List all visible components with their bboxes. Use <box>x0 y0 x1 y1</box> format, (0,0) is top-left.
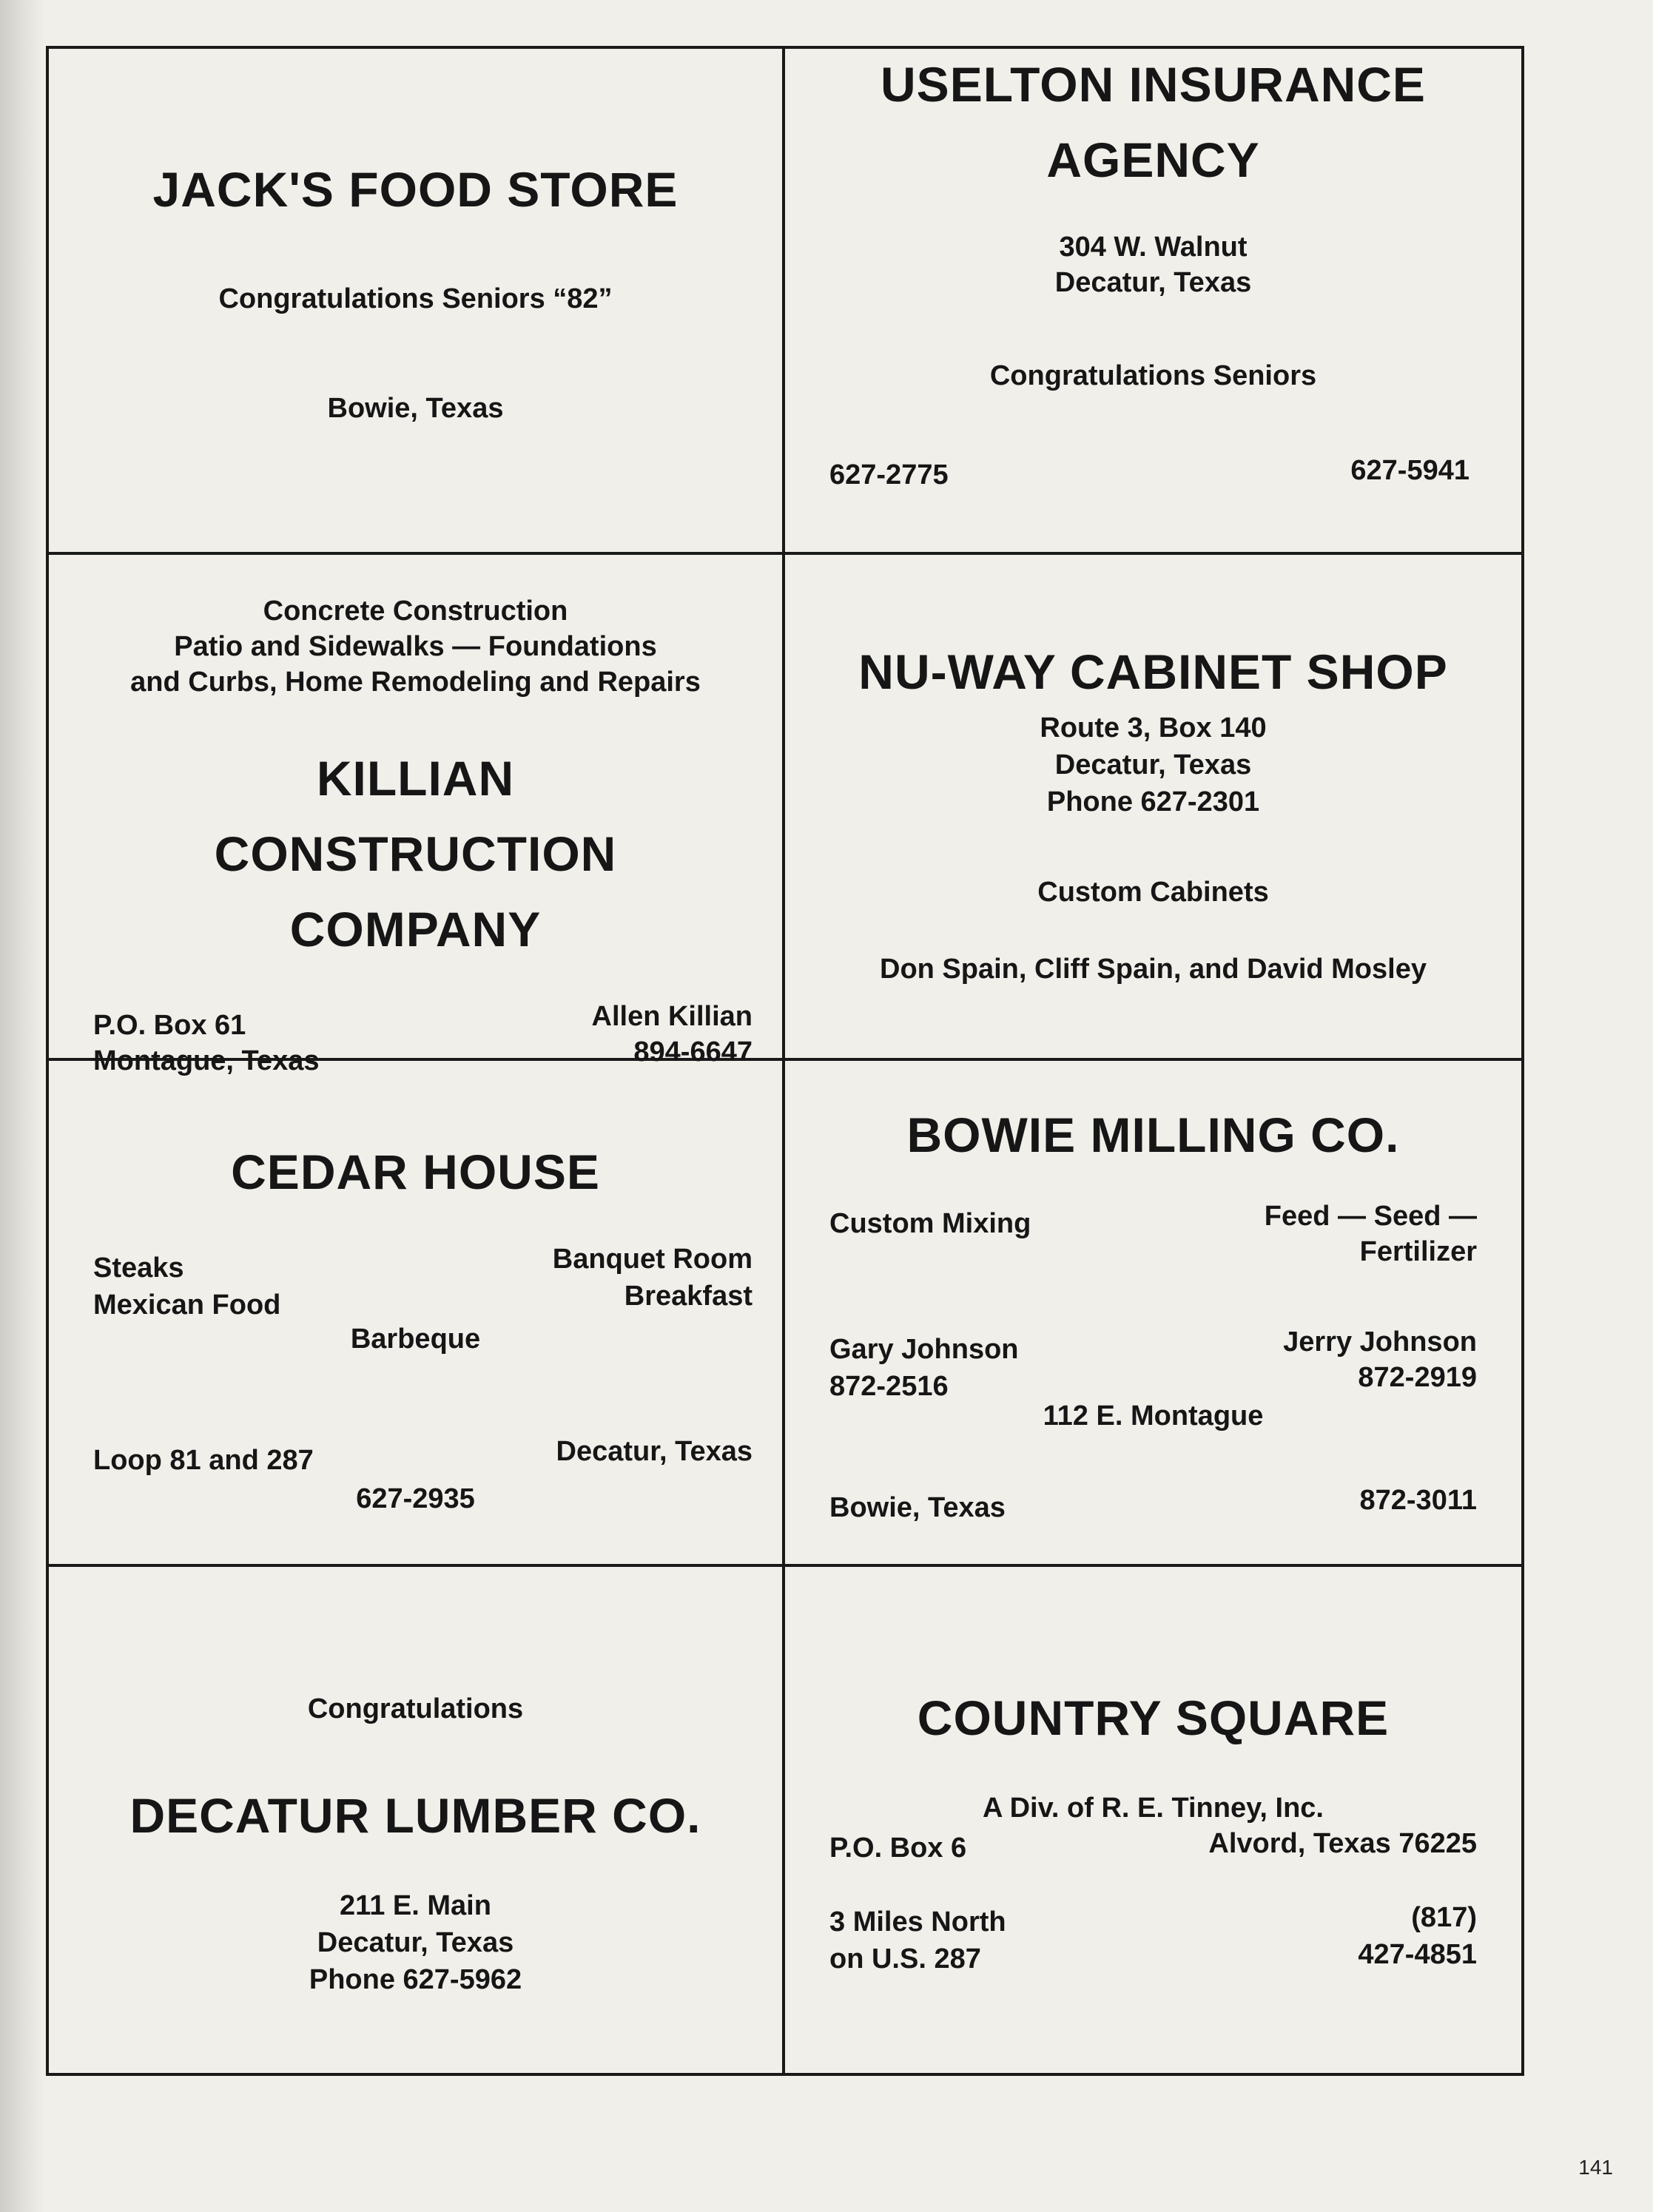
ad-nu-way-cabinet-shop <box>785 555 1521 1061</box>
ad-title-line1: USELTON INSURANCE <box>881 57 1426 112</box>
ad-title: JACK'S FOOD STORE <box>152 162 679 217</box>
ad-phone: 894-6647 <box>633 1036 753 1068</box>
ad-po-box: P.O. Box 61 <box>93 1010 246 1041</box>
ad-division: A Div. of R. E. Tinney, Inc. <box>983 1793 1324 1824</box>
ad-city: Bowie, Texas <box>829 1492 1006 1523</box>
ad-phone-right: 627-5941 <box>1350 455 1469 486</box>
page-gutter-shadow <box>0 0 44 2212</box>
ad-country-square <box>785 1567 1521 2073</box>
ad-bowie-milling <box>785 1061 1521 1567</box>
ad-title-line2: CONSTRUCTION <box>214 826 617 881</box>
ad-message: Congratulations <box>307 1693 524 1724</box>
menu-item-banquet-room: Banquet Room <box>552 1244 753 1275</box>
ad-city: Montague, Texas <box>93 1045 320 1076</box>
ad-route: Route 3, Box 140 <box>1040 712 1267 743</box>
ad-service-right-2: Fertilizer <box>1359 1236 1477 1267</box>
ad-jacks-food-store <box>49 49 785 555</box>
ad-tagline-3: and Curbs, Home Remodeling and Repairs <box>130 667 701 698</box>
ad-directions-1: 3 Miles North <box>829 1906 1006 1938</box>
ad-message: Congratulations Seniors <box>989 360 1317 391</box>
ad-service: Custom Cabinets <box>1037 877 1269 908</box>
ad-contact1-name: Gary Johnson <box>829 1334 1019 1365</box>
ad-message: Congratulations Seniors “82” <box>218 283 613 314</box>
ad-contact2-phone: 872-2919 <box>1358 1362 1477 1393</box>
ad-uselton-insurance <box>785 49 1521 555</box>
ad-city: Alvord, Texas 76225 <box>1208 1828 1477 1859</box>
ad-title: DECATUR LUMBER CO. <box>129 1788 701 1843</box>
ad-title: BOWIE MILLING CO. <box>906 1107 1400 1162</box>
ad-city: Decatur, Texas <box>317 1927 514 1958</box>
ad-service-right-1: Feed — Seed — <box>1264 1201 1477 1232</box>
ad-phone: Phone 627-2301 <box>1046 786 1260 817</box>
ad-phone-left: 627-2775 <box>829 459 949 490</box>
ad-title: NU-WAY CABINET SHOP <box>858 644 1448 699</box>
ad-city: Decatur, Texas <box>556 1436 753 1467</box>
ad-city: Decatur, Texas <box>1054 749 1252 780</box>
ad-city: Bowie, Texas <box>327 393 504 424</box>
ad-owner: Allen Killian <box>591 1001 753 1032</box>
ad-contact2-name: Jerry Johnson <box>1283 1326 1477 1358</box>
page-number: 141 <box>1578 2156 1613 2179</box>
ad-decatur-lumber <box>49 1567 785 2073</box>
ad-street: 112 E. Montague <box>1043 1400 1264 1432</box>
menu-item-breakfast: Breakfast <box>624 1281 753 1312</box>
ad-street: 211 E. Main <box>340 1890 491 1921</box>
ad-phone: Phone 627-5962 <box>309 1964 522 1995</box>
ad-phone: 627-2935 <box>356 1483 475 1514</box>
ad-location: Loop 81 and 287 <box>93 1445 314 1476</box>
ad-title: CEDAR HOUSE <box>231 1144 600 1199</box>
ad-cedar-house <box>49 1061 785 1567</box>
ad-contact1-phone: 872-2516 <box>829 1371 949 1402</box>
ad-owners: Don Spain, Cliff Spain, and David Mosley <box>880 954 1427 985</box>
ad-title: COUNTRY SQUARE <box>917 1690 1390 1745</box>
ad-area-code: (817) <box>1411 1902 1477 1933</box>
ad-po-box: P.O. Box 6 <box>829 1832 967 1864</box>
ad-phone: 872-3011 <box>1359 1485 1477 1516</box>
menu-item-mexican-food: Mexican Food <box>93 1289 281 1321</box>
ad-service-left: Custom Mixing <box>829 1208 1031 1239</box>
ad-title-line1: KILLIAN <box>316 751 515 806</box>
ad-tagline-1: Concrete Construction <box>263 596 568 627</box>
ad-directions-2: on U.S. 287 <box>829 1943 981 1975</box>
menu-item-steaks: Steaks <box>93 1252 184 1284</box>
ad-killian-construction <box>49 555 785 1076</box>
ad-phone: 427-4851 <box>1358 1939 1477 1970</box>
ad-grid <box>46 46 1524 2076</box>
ad-title-line2: AGENCY <box>1046 132 1260 187</box>
menu-item-barbeque: Barbeque <box>350 1324 481 1355</box>
ad-title-line3: COMPANY <box>289 902 542 957</box>
ad-tagline-2: Patio and Sidewalks — Foundations <box>174 631 657 662</box>
ad-city: Decatur, Texas <box>1054 267 1252 298</box>
ad-street: 304 W. Walnut <box>1059 232 1248 263</box>
